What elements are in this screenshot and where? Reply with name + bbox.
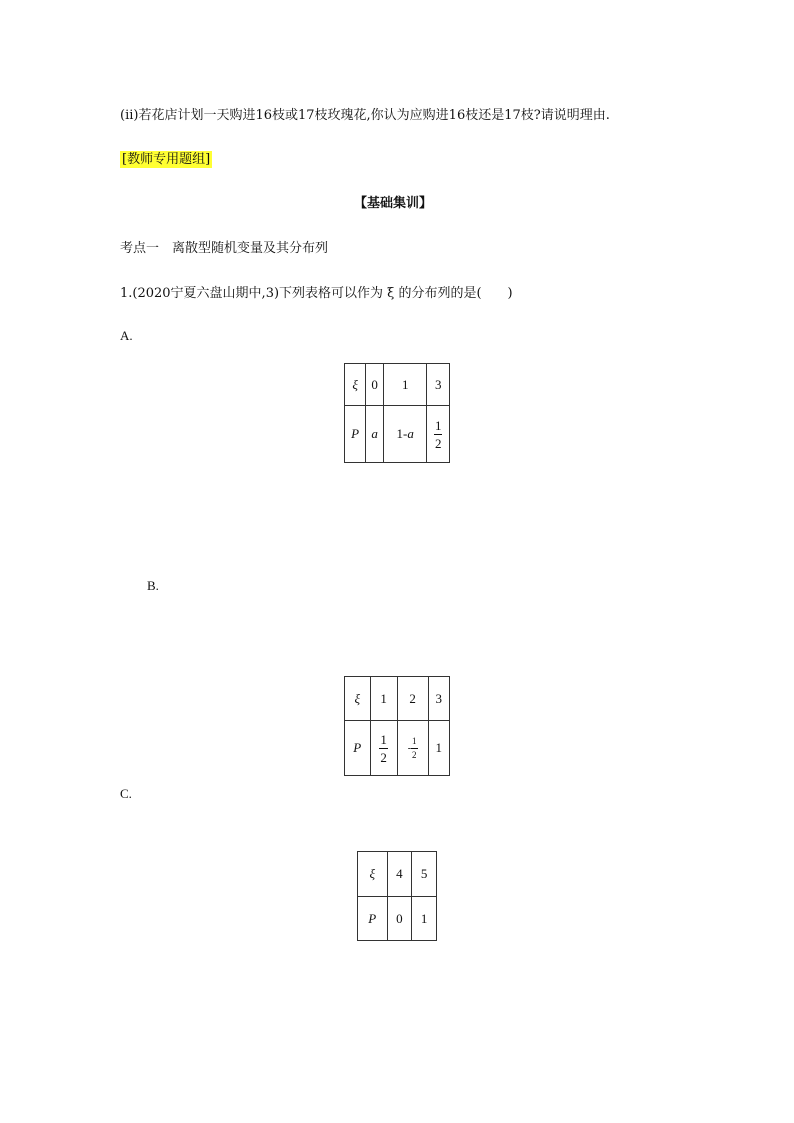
fraction (434, 419, 443, 450)
fraction-denominator: 2 (434, 435, 442, 451)
table-cell: a (366, 406, 384, 463)
table-row-label: P (345, 406, 366, 463)
table-header-cell: 2 (397, 677, 428, 721)
table-header-cell: ξ (345, 677, 371, 721)
option-a-label: A. (120, 328, 133, 343)
option-b-table (344, 676, 450, 776)
table-header-cell: 0 (366, 364, 384, 406)
table-header-cell: 3 (428, 677, 449, 721)
fraction (379, 733, 388, 764)
table-header-cell: 3 (427, 364, 450, 406)
table-header-cell: 1 (383, 364, 426, 406)
table-cell (383, 406, 426, 463)
option-c-label: C. (120, 786, 132, 801)
topic-heading: 考点一 离散型随机变量及其分布列 (120, 241, 329, 256)
fraction-numerator: 1 (411, 737, 418, 749)
option-a-table (344, 363, 450, 463)
question-text: 1.(2020宁夏六盘山期中,3)下列表格可以作为 ξ 的分布列的是( ) (120, 286, 513, 301)
table-header-cell: 1 (370, 677, 397, 721)
fraction-numerator: 1 (434, 417, 442, 433)
table-cell (370, 721, 397, 776)
section-title: 【基础集训】 (354, 196, 433, 211)
teacher-tag-wrap (120, 148, 212, 167)
table-header-cell: 4 (387, 852, 412, 897)
table-header-cell: 5 (412, 852, 437, 897)
cell-variable: a (407, 426, 414, 441)
minus-sign: - (407, 742, 412, 754)
fraction-denominator: 2 (380, 749, 387, 765)
cell-text: 1- (396, 426, 408, 441)
fraction (411, 737, 418, 760)
table-header-cell: ξ (345, 364, 366, 406)
table-row-label: P (358, 897, 388, 941)
negative-fraction (408, 737, 418, 760)
table-cell (427, 406, 450, 463)
fraction-denominator: 2 (412, 749, 417, 760)
table-cell: 0 (387, 897, 412, 941)
intro-line: (ii)若花店计划一天购进16枝或17枝玫瑰花,你认为应购进16枝还是17枝?请说明理由. (120, 108, 610, 123)
table-cell: 1 (412, 897, 437, 941)
table-cell (397, 721, 428, 776)
option-c-table (357, 851, 437, 941)
teacher-tag: [教师专用题组] (122, 152, 211, 167)
table-cell: 1 (428, 721, 449, 776)
table-row-label: P (345, 721, 371, 776)
option-b-label: B. (147, 578, 159, 593)
fraction-numerator: 1 (380, 731, 387, 747)
table-header-cell: ξ (358, 852, 388, 897)
